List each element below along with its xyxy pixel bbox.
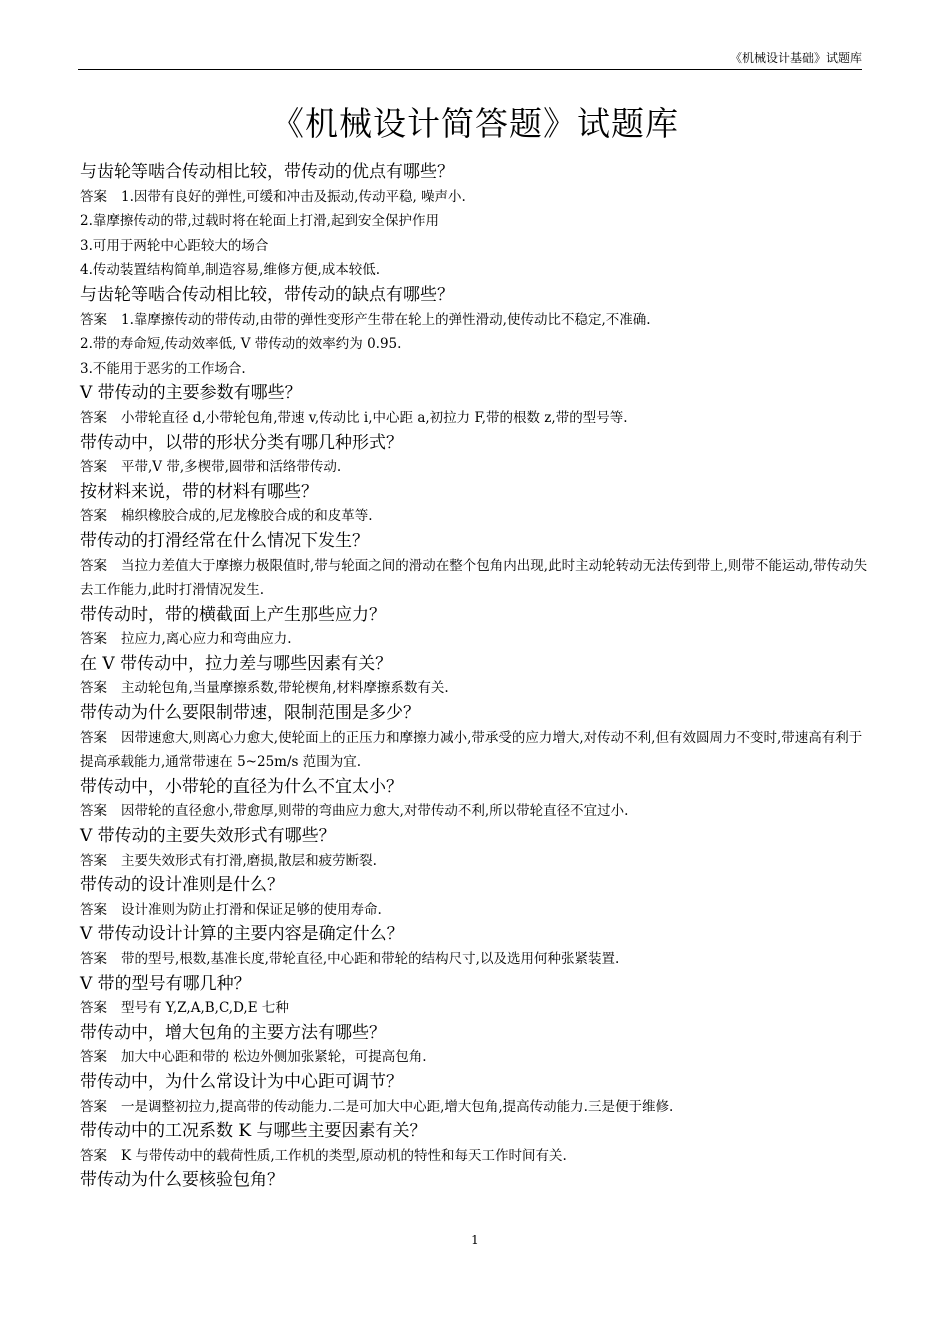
answer-line: [80, 799, 870, 824]
answer-line: [80, 209, 870, 234]
answer-text: 因带速愈大,则离心力愈大,使轮面上的正压力和摩擦力减小,带承受的应力增大,对传动不利,但有效圆周力不变时,带速高有利于提高承载能力,通常带速在 5~25m/s 范围为宜.: [80, 729, 863, 771]
answer-text: 3.不能用于恶劣的工作场合.: [80, 360, 246, 377]
answer-label: 答案: [80, 680, 107, 697]
qa-list: [80, 160, 870, 1193]
answer-text: 加大中心距和带的 松边外侧加张紧轮，可提高包角.: [121, 1049, 427, 1066]
answer-line: [80, 676, 870, 701]
answer-text: 3.可用于两轮中心距较大的场合: [80, 237, 269, 254]
answer-text: 当拉力差值大于摩擦力极限值时,带与轮面之间的滑动在整个包角内出现,此时主动轮转动无法传到带上,则带不能运动,带传动失去工作能力,此时打滑情况发生.: [80, 557, 868, 599]
answer-label: 答案: [80, 852, 107, 869]
answer-text: 拉应力,离心应力和弯曲应力.: [121, 631, 292, 648]
answer-line: [80, 357, 870, 382]
answer-text: 主动轮包角,当量摩擦系数,带轮楔角,材料摩擦系数有关.: [121, 680, 449, 697]
answer-label: 答案: [80, 729, 107, 746]
answer-text: 小带轮直径 d,小带轮包角,带速 v,传动比 i,中心距 a,初拉力 F,带的根数 z,带的型号等.: [121, 409, 628, 426]
question: 带传动中，为什么常设计为中心距可调节？: [80, 1071, 403, 1092]
answer-label: 答案: [80, 508, 107, 525]
question: V 带的型号有哪几种？: [80, 973, 251, 994]
answer-line: [80, 726, 870, 775]
question: V 带传动的主要参数有哪些？: [80, 383, 302, 404]
question: 带传动中，增大包角的主要方法有哪些？: [80, 1022, 386, 1043]
question: 在 V 带传动中，拉力差与哪些因素有关？: [80, 653, 393, 674]
answer-text: 4.传动装置结构简单,制造容易,维修方便,成本较低.: [80, 262, 381, 279]
question: 按材料来说，带的材料有哪些？: [80, 481, 318, 502]
answer-line: [80, 406, 870, 431]
answer-line: [80, 258, 870, 283]
answer-line: [80, 849, 870, 874]
question: 带传动中，以带的形状分类有哪几种形式？: [80, 432, 403, 453]
question: 与齿轮等啮合传动相比较，带传动的缺点有哪些？: [80, 284, 454, 305]
question: 带传动时，带的横截面上产生那些应力？: [80, 604, 386, 625]
answer-text: 2.靠摩擦传动的带,过载时将在轮面上打滑,起到安全保护作用: [80, 213, 439, 230]
answer-line: [80, 234, 870, 259]
answer-line: [80, 627, 870, 652]
answer-text: 主要失效形式有打滑,磨损,散层和疲劳断裂.: [121, 852, 377, 869]
answer-line: [80, 1144, 870, 1169]
answer-text: 型号有 Y,Z,A,B,C,D,E 七种: [121, 1000, 289, 1017]
answer-label: 答案: [80, 557, 107, 574]
running-header: 《机械设计基础》试题库: [78, 50, 862, 70]
question: 带传动的打滑经常在什么情况下发生？: [80, 530, 369, 551]
answer-line: [80, 455, 870, 480]
answer-text: 设计准则为防止打滑和保证足够的使用寿命.: [121, 901, 382, 918]
answer-label: 答案: [80, 1147, 107, 1164]
answer-label: 答案: [80, 1049, 107, 1066]
answer-line: [80, 1095, 870, 1120]
page-number: 1: [471, 1233, 479, 1247]
question: 与齿轮等啮合传动相比较，带传动的优点有哪些？: [80, 162, 454, 182]
answer-line: [80, 332, 870, 357]
question: V 带传动设计计算的主要内容是确定什么？: [80, 924, 404, 945]
answer-label: 答案: [80, 901, 107, 918]
answer-line: [80, 1045, 870, 1070]
answer-label: 答案: [80, 409, 107, 426]
answer-text: 2.带的寿命短,传动效率低, V 带传动的效率约为 0.95.: [80, 336, 402, 353]
answer-line: [80, 996, 870, 1021]
answer-label: 答案: [80, 1098, 107, 1115]
question: 带传动的设计准则是什么？: [80, 875, 284, 896]
answer-label: 答案: [80, 631, 107, 648]
answer-line: [80, 185, 870, 210]
answer-line: [80, 308, 870, 333]
answer-text: 1.靠摩擦传动的带传动,由带的弹性变形产生带在轮上的弹性滑动,使传动比不稳定,不准确.: [121, 311, 651, 328]
answer-text: 带的型号,根数,基准长度,带轮直径,中心距和带轮的结构尺寸,以及选用何种张紧装置.: [121, 951, 620, 967]
answer-text: 一是调整初拉力,提高带的传动能力.二是可加大中心距,增大包角,提高传动能力.三是便于维修.: [121, 1098, 674, 1115]
answer-label: 答案: [80, 1000, 107, 1017]
answer-label: 答案: [80, 459, 107, 476]
question: 带传动为什么要限制带速，限制范围是多少？: [80, 703, 420, 724]
answer-text: K 与带传动中的载荷性质,工作机的类型,原动机的特性和每天工作时间有关.: [121, 1147, 567, 1164]
answer-label: 答案: [80, 311, 107, 328]
answer-line: [80, 898, 870, 923]
question: 带传动为什么要核验包角？: [80, 1170, 284, 1191]
answer-line: [80, 947, 870, 972]
answer-label: 答案: [80, 951, 107, 967]
answer-text: 平带,V 带,多楔带,圆带和活络带传动.: [121, 459, 342, 476]
answer-text: 1.因带有良好的弹性,可缓和冲击及振动,传动平稳, 噪声小.: [121, 188, 466, 205]
document-title: 《机械设计简答题》试题库: [271, 104, 679, 143]
question: V 带传动的主要失效形式有哪些？: [80, 826, 336, 847]
answer-label: 答案: [80, 188, 107, 205]
question: 带传动中的工况系数 K 与哪些主要因素有关？: [80, 1121, 427, 1142]
answer-label: 答案: [80, 803, 107, 820]
answer-line: [80, 554, 870, 603]
answer-text: 棉织橡胶合成的,尼龙橡胶合成的和皮革等.: [121, 508, 373, 525]
answer-line: [80, 504, 870, 529]
question: 带传动中，小带轮的直径为什么不宜太小？: [80, 776, 403, 797]
answer-text: 因带轮的直径愈小,带愈厚,则带的弯曲应力愈大,对带传动不利,所以带轮直径不宜过小.: [121, 803, 629, 820]
